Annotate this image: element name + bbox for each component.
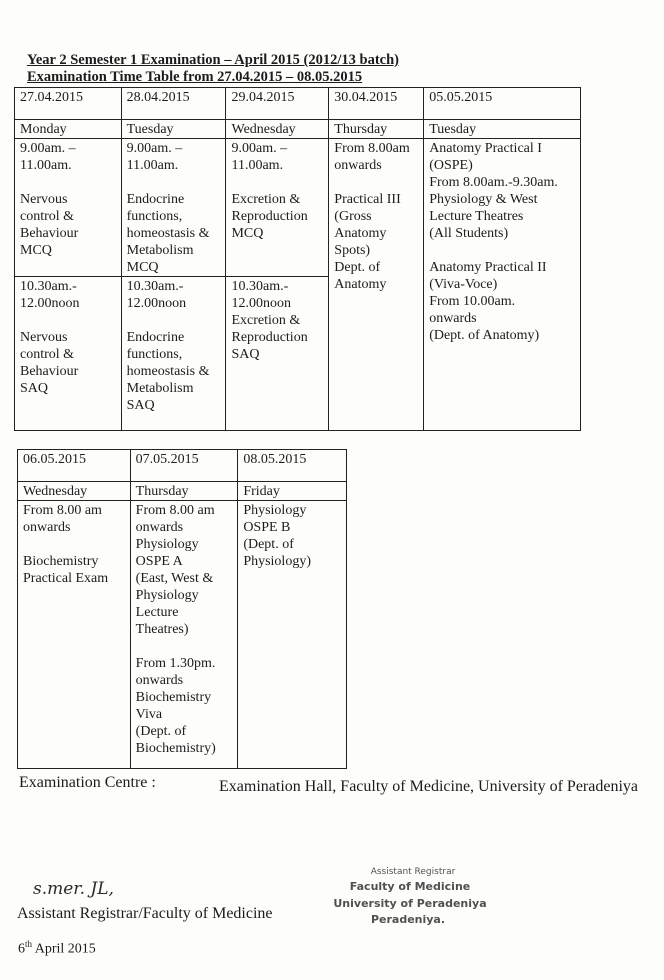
cell-line [334, 174, 419, 191]
weekday-cell: Monday [15, 120, 122, 139]
cell-line: Anatomy Practical II [429, 260, 547, 275]
cell-line: functions, [126, 347, 183, 362]
issue-date-day: 6 [18, 941, 25, 957]
cell-line: 10.30am.- [126, 279, 184, 294]
date-cell: 28.04.2015 [121, 88, 226, 120]
cell-line: Physiology [135, 537, 199, 552]
cell-line: control & [20, 347, 75, 362]
cell-line: Anatomy [334, 226, 387, 241]
stamp-line-4: Peradeniya. [370, 913, 446, 926]
weekday-cell: Tuesday [424, 120, 581, 139]
cell-line: Dept. of [334, 260, 381, 275]
cell-line: onwards [334, 158, 382, 173]
exam-cell [15, 139, 122, 277]
issue-date-rest: April 2015 [32, 941, 96, 957]
date-cell: 27.04.2015 [15, 88, 122, 120]
cell-line: 12.00noon [231, 296, 291, 311]
exam-cell [18, 501, 131, 769]
signatory-title: Assistant Registrar/Faculty of Medicine [17, 905, 273, 922]
cell-line: Physiology & West [429, 192, 538, 207]
cell-line: (Gross [334, 209, 372, 224]
cell-line: 10.30am.- [20, 279, 77, 294]
weekday-row [18, 482, 347, 501]
cell-line: Nervous [20, 192, 68, 207]
exam-title: Year 2 Semester 1 Examination – April 2015 (2012/13 batch) [27, 52, 400, 68]
cell-line: Lecture [135, 605, 179, 620]
weekday-row [15, 120, 581, 139]
cell-line: 11.00am. [126, 158, 179, 173]
cell-line: 9.00am. – [20, 141, 76, 156]
cell-line: 12.00noon [126, 296, 187, 311]
cell-line: Anatomy Practical I [429, 141, 542, 156]
cell-line: Endocrine [126, 330, 185, 345]
cell-line: From 1.30pm. [135, 656, 216, 671]
cell-line [20, 174, 117, 191]
signature [33, 872, 193, 902]
weekday-cell: Tuesday [121, 120, 226, 139]
cell-line: Practical Exam [23, 571, 109, 586]
timetable-week-2 [17, 449, 347, 769]
exam-centre-value: Examination Hall, Faculty of Medicine, University of Peradeniya [219, 778, 638, 795]
exam-cell [130, 501, 238, 769]
cell-line: Viva [135, 707, 163, 722]
cell-line: Biochemistry [135, 690, 212, 705]
exam-cell [329, 139, 424, 431]
exam-centre-label: Examination Centre : [19, 774, 156, 791]
cell-line: onwards [135, 520, 184, 535]
cell-line: From 8.00 am [135, 503, 215, 518]
cell-line: Spots) [334, 243, 371, 258]
date-cell: 08.05.2015 [238, 450, 347, 482]
date-cell: 07.05.2015 [130, 450, 238, 482]
weekday-cell: Friday [238, 482, 347, 501]
exam-cell [238, 501, 347, 769]
date-cell: 05.05.2015 [424, 88, 581, 120]
cell-line: Excretion & [231, 313, 301, 328]
weekday-cell: Wednesday [226, 120, 329, 139]
cell-line: 11.00am. [20, 158, 72, 173]
weekday-cell: Wednesday [18, 482, 131, 501]
cell-line: 10.30am.- [231, 279, 289, 294]
cell-line: From 8.00 am [23, 503, 102, 518]
cell-line [136, 638, 234, 655]
cell-line [127, 312, 222, 329]
exam-cell [424, 139, 581, 431]
cell-line: SAQ [20, 381, 49, 396]
cell-line: 12.00noon [20, 296, 80, 311]
exam-cell [226, 139, 329, 277]
date-cell: 30.04.2015 [329, 88, 424, 120]
cell-line: (Dept. of [243, 537, 294, 552]
cell-line: SAQ [231, 347, 260, 362]
cell-line: From 8.00am [334, 141, 410, 156]
signature-text: s.mer. JL, [33, 879, 114, 899]
cell-line: 9.00am. – [126, 141, 183, 156]
cell-line: Physiology [135, 588, 199, 603]
cell-line [20, 312, 117, 329]
cell-line: onwards [135, 673, 184, 688]
cell-line: OSPE A [135, 554, 183, 569]
exam-cell [121, 139, 226, 277]
cell-line: Lecture Theatres [429, 209, 524, 224]
cell-line [23, 536, 126, 553]
cell-line: Excretion & [231, 192, 301, 207]
cell-line: (Viva-Voce) [429, 277, 498, 292]
cell-line: OSPE B [243, 520, 291, 535]
cell-line [231, 174, 324, 191]
exam-row [18, 501, 347, 769]
date-row [15, 88, 581, 120]
cell-line: (All Students) [429, 226, 509, 241]
cell-line: From 10.00am. [429, 294, 516, 309]
cell-line: onwards [429, 311, 477, 326]
timetable-title: Examination Time Table from 27.04.2015 – 08.05.2015 [27, 69, 363, 85]
cell-line: Metabolism [126, 243, 194, 258]
stamp-line-1: Assistant Registrar [370, 867, 456, 877]
cell-line: Endocrine [126, 192, 185, 207]
cell-line: Biochemistry [23, 554, 99, 569]
morning-slot-row [15, 139, 581, 277]
cell-line: Nervous [20, 330, 68, 345]
cell-line: SAQ [126, 398, 155, 413]
exam-cell [226, 277, 329, 431]
cell-line: Reproduction [231, 209, 308, 224]
cell-line: Theatres) [135, 622, 189, 637]
cell-line: MCQ [20, 243, 52, 258]
cell-line: Anatomy [334, 277, 387, 292]
stamp-line-3: University of Peradeniya [333, 897, 487, 910]
cell-line: (OSPE) [429, 158, 473, 173]
cell-line: control & [20, 209, 75, 224]
cell-line: Behaviour [20, 364, 79, 379]
cell-line: Physiology [243, 503, 307, 518]
cell-line: From 8.00am.-9.30am. [429, 175, 558, 190]
exam-cell [15, 277, 122, 431]
issue-date [18, 939, 96, 958]
official-stamp [328, 862, 498, 932]
cell-line: Reproduction [231, 330, 308, 345]
cell-line: (East, West & [135, 571, 214, 586]
timetable-week-1 [14, 87, 581, 431]
cell-line: homeostasis & [126, 364, 210, 379]
cell-line: (Dept. of [135, 724, 187, 739]
cell-line: MCQ [231, 226, 264, 241]
cell-line [429, 242, 576, 259]
issue-date-suffix: th [25, 939, 33, 949]
cell-line: Practical III [334, 192, 401, 207]
exam-cell [121, 277, 226, 431]
weekday-cell: Thursday [130, 482, 238, 501]
weekday-cell: Thursday [329, 120, 424, 139]
cell-line: Biochemistry) [135, 741, 216, 756]
cell-line: 9.00am. – [231, 141, 288, 156]
cell-line: onwards [23, 520, 71, 535]
date-cell: 06.05.2015 [18, 450, 131, 482]
cell-line: (Dept. of Anatomy) [429, 328, 540, 343]
date-cell: 29.04.2015 [226, 88, 329, 120]
cell-line: 11.00am. [231, 158, 284, 173]
cell-line: MCQ [126, 260, 159, 275]
cell-line: Behaviour [20, 226, 79, 241]
cell-line: homeostasis & [126, 226, 210, 241]
cell-line: functions, [126, 209, 183, 224]
cell-line: Metabolism [126, 381, 194, 396]
date-row [18, 450, 347, 482]
cell-line [127, 174, 222, 191]
cell-line: Physiology) [243, 554, 311, 569]
stamp-line-2: Faculty of Medicine [349, 880, 471, 893]
